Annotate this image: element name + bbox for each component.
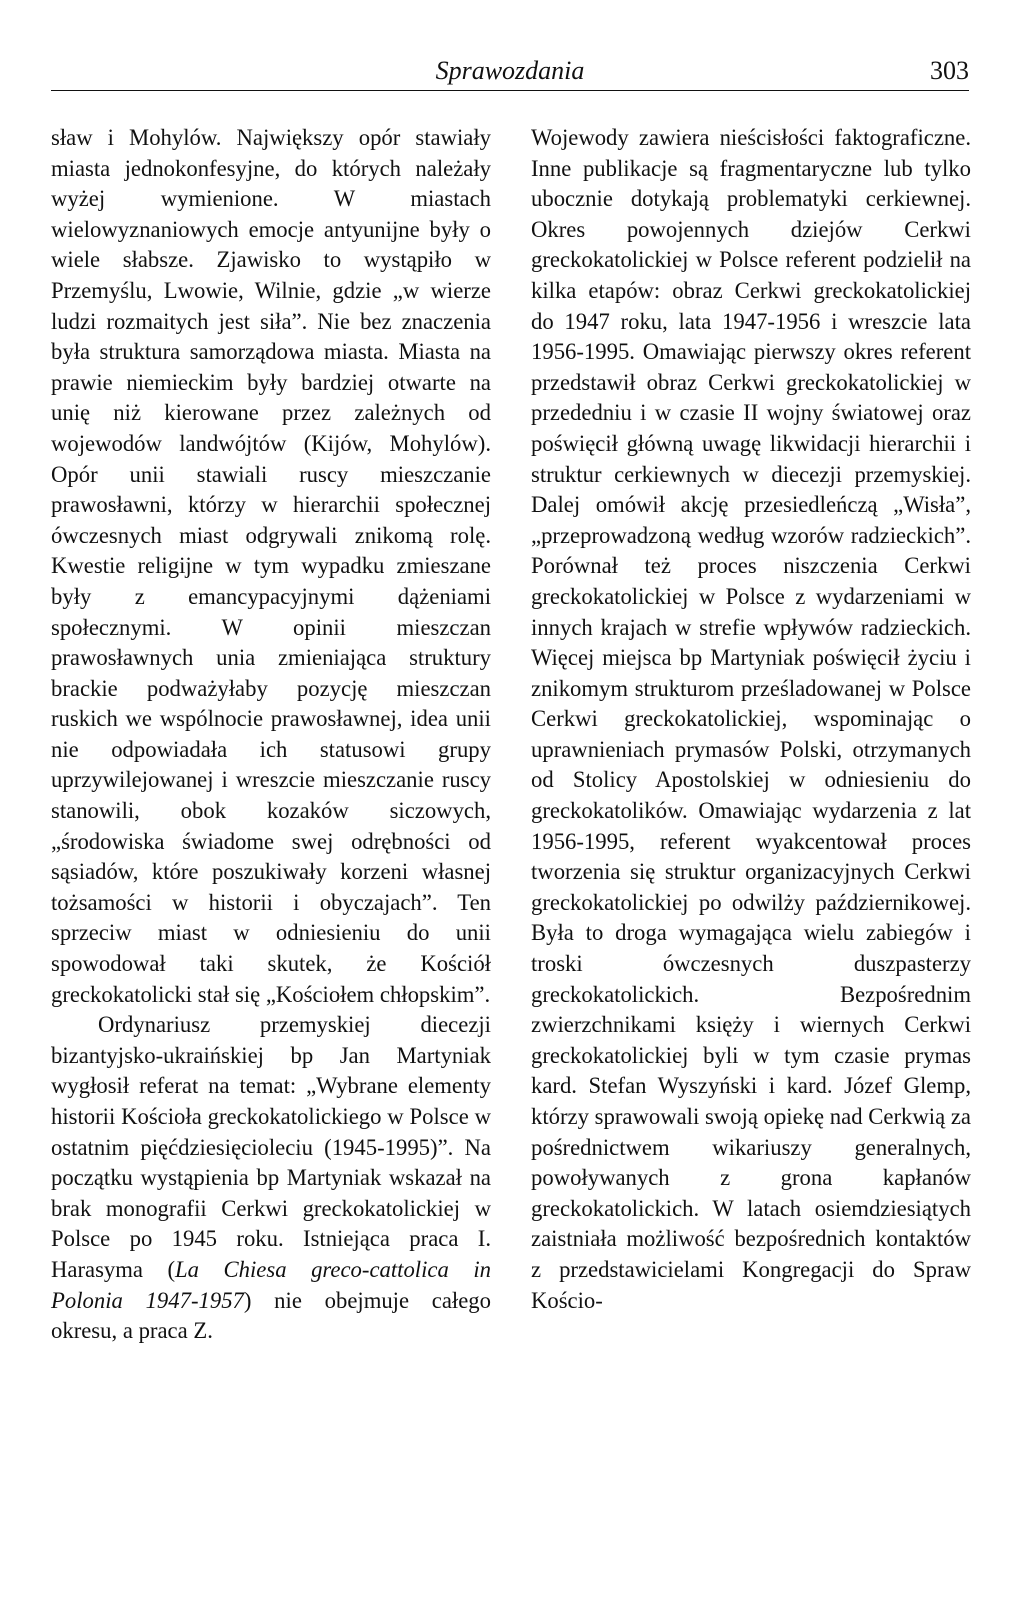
paragraph-text: Ordynariusz przemyskiej diecezji bizantyjsko-ukraińskiej bp Jan Martyniak wygłosił referat na temat: „Wybrane elementy historii Kościoła greckokatolickiego w Polsce w ostatnim pięćdziesięcioleciu (1945-1995)”. Na początku wystąpienia bp Martyniak wskazał na brak monografii Cerkwi greckokatolickiej w Polsce po 1945 roku. Istniejąca praca I. Harasyma ( xyxy=(51,1012,491,1282)
paragraph: sław i Mohylów. Największy opór stawiały miasta jednokonfesyjne, do których należały wyżej wymienione. W miastach wielowyznaniowych emocje antyunijne były o wiele słabsze. Zjawisko to wystąpiło w Przemyślu, Lwowie, Wilnie, gdzie „w wierze ludzi rozmaitych jest siła”. Nie bez znaczenia była struktura samorządowa miasta. Miasta na prawie niemieckim były bardziej otwarte na unię niż kierowane przez zależnych od wojewodów landwójtów (Kijów, Mohylów). Opór unii stawiali ruscy mieszczanie prawosławni, którzy w hierarchii społecznej ówczesnych miast odgrywali znikomą rolę. Kwestie religijne w tym wypadku zmieszane były z emancypacyjnymi dążeniami społecznymi. W opinii mieszczan prawosławnych unia zmieniająca struktury brackie podważyłaby pozycję mieszczan ruskich we wspólnocie prawosławnej, idea unii nie odpowiadała ich statusowi grupy uprzywilejowanej i wreszcie mieszczanie ruscy stanowili, obok kozaków siczowych, „środowiska świadome swej odrębności od sąsiadów, które poszukiwały korzeni własnej tożsamości w historii i obyczajach”. Ten sprzeciw miast w odniesieniu do unii spowodował taki skutek, że Kościół greckokatolicki stał się „Kościołem chłopskim”. xyxy=(51,125,491,1007)
book-title: La Chiesa greco-cattolica in Polonia 1947-1957 xyxy=(51,1256,491,1313)
running-title: Sprawozdania xyxy=(435,56,585,85)
paragraph-text: ) nie obejmuje całego okresu, a praca Z. xyxy=(51,1287,491,1344)
right-column xyxy=(531,123,971,1316)
page-number: 303 xyxy=(930,56,969,85)
paragraph xyxy=(51,1010,491,1347)
paragraph: Wojewody zawiera nieścisłości faktograficzne. Inne publikacje są fragmentaryczne lub tylko ubocznie dotykają problematyki cerkiewnej. Okres powojennych dziejów Cerkwi greckokatolickiej w Polsce referent podzielił na kilka etapów: obraz Cerkwi greckokatolickiej do 1947 roku, lata 1947-1956 i wreszcie lata 1956-1995. Omawiając pierwszy okres referent przedstawił obraz Cerkwi greckokatolickiej w przededniu i w czasie II wojny światowej oraz poświęcił główną uwagę likwidacji hierarchii i struktur cerkiewnych w diecezji przemyskiej. Dalej omówił akcję przesiedleńczą „Wisła”, „przeprowadzoną według wzorów radzieckich”. Porównał też proces niszczenia Cerkwi greckokatolickiej w Polsce z wydarzeniami w innych krajach w strefie wpływów radzieckich. Więcej miejsca bp Martyniak poświęcił życiu i znikomym strukturom prześladowanej w Polsce Cerkwi greckokatolickiej, wspominając o uprawnieniach prymasów Polski, otrzymanych od Stolicy Apostolskiej w odniesieniu do greckokatolików. Omawiając wydarzenia z lat 1956-1995, referent wyakcentował proces tworzenia się struktur organizacyjnych Cerkwi greckokatolickiej po odwilży październikowej. Była to droga wymagająca wielu zabiegów i troski ówczesnych duszpasterzy greckokatolickich. Bezpośrednim zwierzchnikami księży i wiernych Cerkwi greckokatolickiej byli w tym czasie prymas kard. Stefan Wyszyński i kard. Józef Glemp, którzy sprawowali swoją opiekę nad Cerkwią za pośrednictwem wikariuszy generalnych, powoływanych z grona kapłanów greckokatolickich. W latach osiemdziesiątych zaistniała możliwość bezpośrednich kontaktów z przedstawicielami Kongregacji do Spraw Kościo- xyxy=(531,125,971,1313)
page-header xyxy=(51,56,969,91)
left-column xyxy=(51,123,491,1347)
